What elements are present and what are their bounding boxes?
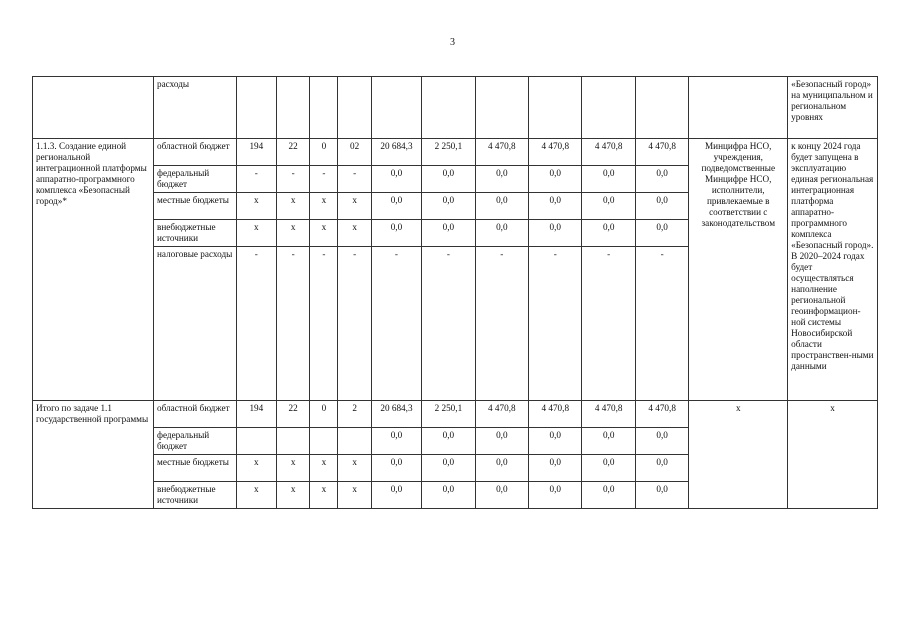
event-name-cell xyxy=(33,77,154,139)
event-name-cell: Итого по задаче 1.1 государственной программы xyxy=(33,401,154,509)
code-cell: x xyxy=(310,220,338,247)
value-cell: 0,0 xyxy=(582,193,635,220)
value-cell: 0,0 xyxy=(422,482,475,509)
code-cell: - xyxy=(236,166,276,193)
code-cell: x xyxy=(236,193,276,220)
value-cell: 0,0 xyxy=(529,220,582,247)
code-cell: - xyxy=(338,247,371,401)
value-cell: 4 470,8 xyxy=(475,401,528,428)
value-cell: 0,0 xyxy=(422,455,475,482)
executor-cell: Минцифра НСО, учреждения, подведомственные Минцифре НСО, исполнители, привлекаемые в соответствии с законодательством xyxy=(689,139,788,401)
value-cell: 4 470,8 xyxy=(582,401,635,428)
value-cell: 0,0 xyxy=(422,193,475,220)
code-cell xyxy=(236,428,276,455)
value-cell: 0,0 xyxy=(635,482,688,509)
value-cell: 0,0 xyxy=(529,193,582,220)
code-cell: x xyxy=(277,455,310,482)
value-cell: 20 684,3 xyxy=(371,401,421,428)
executor-cell: x xyxy=(689,401,788,509)
code-cell: 22 xyxy=(277,139,310,166)
code-cell: x xyxy=(338,482,371,509)
value-cell: 0,0 xyxy=(422,220,475,247)
value-cell: - xyxy=(529,247,582,401)
code-cell: x xyxy=(277,193,310,220)
code-cell: x xyxy=(338,220,371,247)
code-cell: 02 xyxy=(338,139,371,166)
value-cell: - xyxy=(582,247,635,401)
table-row xyxy=(33,401,878,428)
value-cell: 0,0 xyxy=(371,193,421,220)
code-cell: 2 xyxy=(338,401,371,428)
value-cell: 0,0 xyxy=(475,428,528,455)
value-cell: 0,0 xyxy=(635,455,688,482)
funding-source-cell: налоговые расходы xyxy=(154,247,237,401)
value-cell: 0,0 xyxy=(529,482,582,509)
value-cell: 4 470,8 xyxy=(475,139,528,166)
funding-source-cell: местные бюджеты xyxy=(154,193,237,220)
code-cell xyxy=(277,428,310,455)
code-cell: - xyxy=(277,166,310,193)
value-cell: 0,0 xyxy=(582,482,635,509)
executor-cell xyxy=(689,77,788,139)
funding-source-cell: областной бюджет xyxy=(154,401,237,428)
code-cell: x xyxy=(277,220,310,247)
value-cell: - xyxy=(635,247,688,401)
value-cell: 0,0 xyxy=(635,220,688,247)
value-cell: 4 470,8 xyxy=(635,401,688,428)
value-cell: 0,0 xyxy=(529,455,582,482)
funding-source-cell: областной бюджет xyxy=(154,139,237,166)
value-cell: 0,0 xyxy=(582,455,635,482)
funding-source-cell: расходы xyxy=(154,77,237,139)
code-cell: - xyxy=(310,247,338,401)
table-row xyxy=(33,77,878,139)
value-cell: 0,0 xyxy=(422,166,475,193)
funding-source-cell: внебюджетные источники xyxy=(154,482,237,509)
event-name-cell: 1.1.3. Создание единой региональной интеграционной платформы аппаратно-программного комплекса «Безопасный город»* xyxy=(33,139,154,401)
code-cell: - xyxy=(236,247,276,401)
value-cell: 0,0 xyxy=(371,428,421,455)
funding-source-cell: местные бюджеты xyxy=(154,455,237,482)
expected-result-cell: «Безопасный город» на муниципальном и региональном уровнях xyxy=(788,77,878,139)
value-cell: 0,0 xyxy=(475,166,528,193)
table-row xyxy=(33,139,878,166)
value-cell: 0,0 xyxy=(422,428,475,455)
value-cell: 0,0 xyxy=(635,193,688,220)
code-cell: x xyxy=(236,220,276,247)
value-cell: 4 470,8 xyxy=(529,139,582,166)
value-cell: 20 684,3 xyxy=(371,139,421,166)
value-cell: 4 470,8 xyxy=(529,401,582,428)
funding-source-cell: внебюджетные источники xyxy=(154,220,237,247)
value-cell: 0,0 xyxy=(635,166,688,193)
code-cell xyxy=(338,428,371,455)
value-cell: 0,0 xyxy=(371,455,421,482)
code-cell: 194 xyxy=(236,139,276,166)
code-cell xyxy=(310,428,338,455)
code-cell: 194 xyxy=(236,401,276,428)
value-cell: 0,0 xyxy=(582,428,635,455)
value-cell: - xyxy=(475,247,528,401)
value-cell: 2 250,1 xyxy=(422,139,475,166)
code-cell: 0 xyxy=(310,139,338,166)
code-cell: x xyxy=(310,193,338,220)
code-cell: - xyxy=(277,247,310,401)
value-cell: 0,0 xyxy=(582,166,635,193)
code-cell: x xyxy=(236,455,276,482)
value-cell: 0,0 xyxy=(529,428,582,455)
code-cell: x xyxy=(310,482,338,509)
expected-result-cell: к концу 2024 года будет запущена в эксплуатацию единая региональная интеграционная платформа аппаратно-программного комплекса «Безопасный город». В 2020–2024 годах будет осуществляться наполнение региональной геоинформацион-ной системы Новосибирской области пространствен-ными данными xyxy=(788,139,878,401)
value-cell: 0,0 xyxy=(529,166,582,193)
funding-source-cell: федеральный бюджет xyxy=(154,428,237,455)
funding-source-cell: федеральный бюджет xyxy=(154,166,237,193)
value-cell: 0,0 xyxy=(475,220,528,247)
value-cell: 0,0 xyxy=(475,455,528,482)
value-cell: 0,0 xyxy=(371,166,421,193)
value-cell: 4 470,8 xyxy=(635,139,688,166)
value-cell: - xyxy=(422,247,475,401)
value-cell: 0,0 xyxy=(635,428,688,455)
value-cell: 0,0 xyxy=(475,193,528,220)
code-cell: x xyxy=(236,482,276,509)
value-cell: 0,0 xyxy=(582,220,635,247)
code-cell: x xyxy=(338,193,371,220)
value-cell: 2 250,1 xyxy=(422,401,475,428)
code-cell: x xyxy=(277,482,310,509)
code-cell: x xyxy=(310,455,338,482)
code-cell: x xyxy=(338,455,371,482)
page-number: 3 xyxy=(450,37,455,48)
value-cell: 0,0 xyxy=(475,482,528,509)
value-cell: 0,0 xyxy=(371,220,421,247)
code-cell: 0 xyxy=(310,401,338,428)
value-cell: 0,0 xyxy=(371,482,421,509)
code-cell: 22 xyxy=(277,401,310,428)
code-cell: - xyxy=(338,166,371,193)
code-cell: - xyxy=(310,166,338,193)
program-table xyxy=(32,76,878,509)
value-cell: - xyxy=(371,247,421,401)
value-cell: 4 470,8 xyxy=(582,139,635,166)
expected-result-cell: x xyxy=(788,401,878,509)
